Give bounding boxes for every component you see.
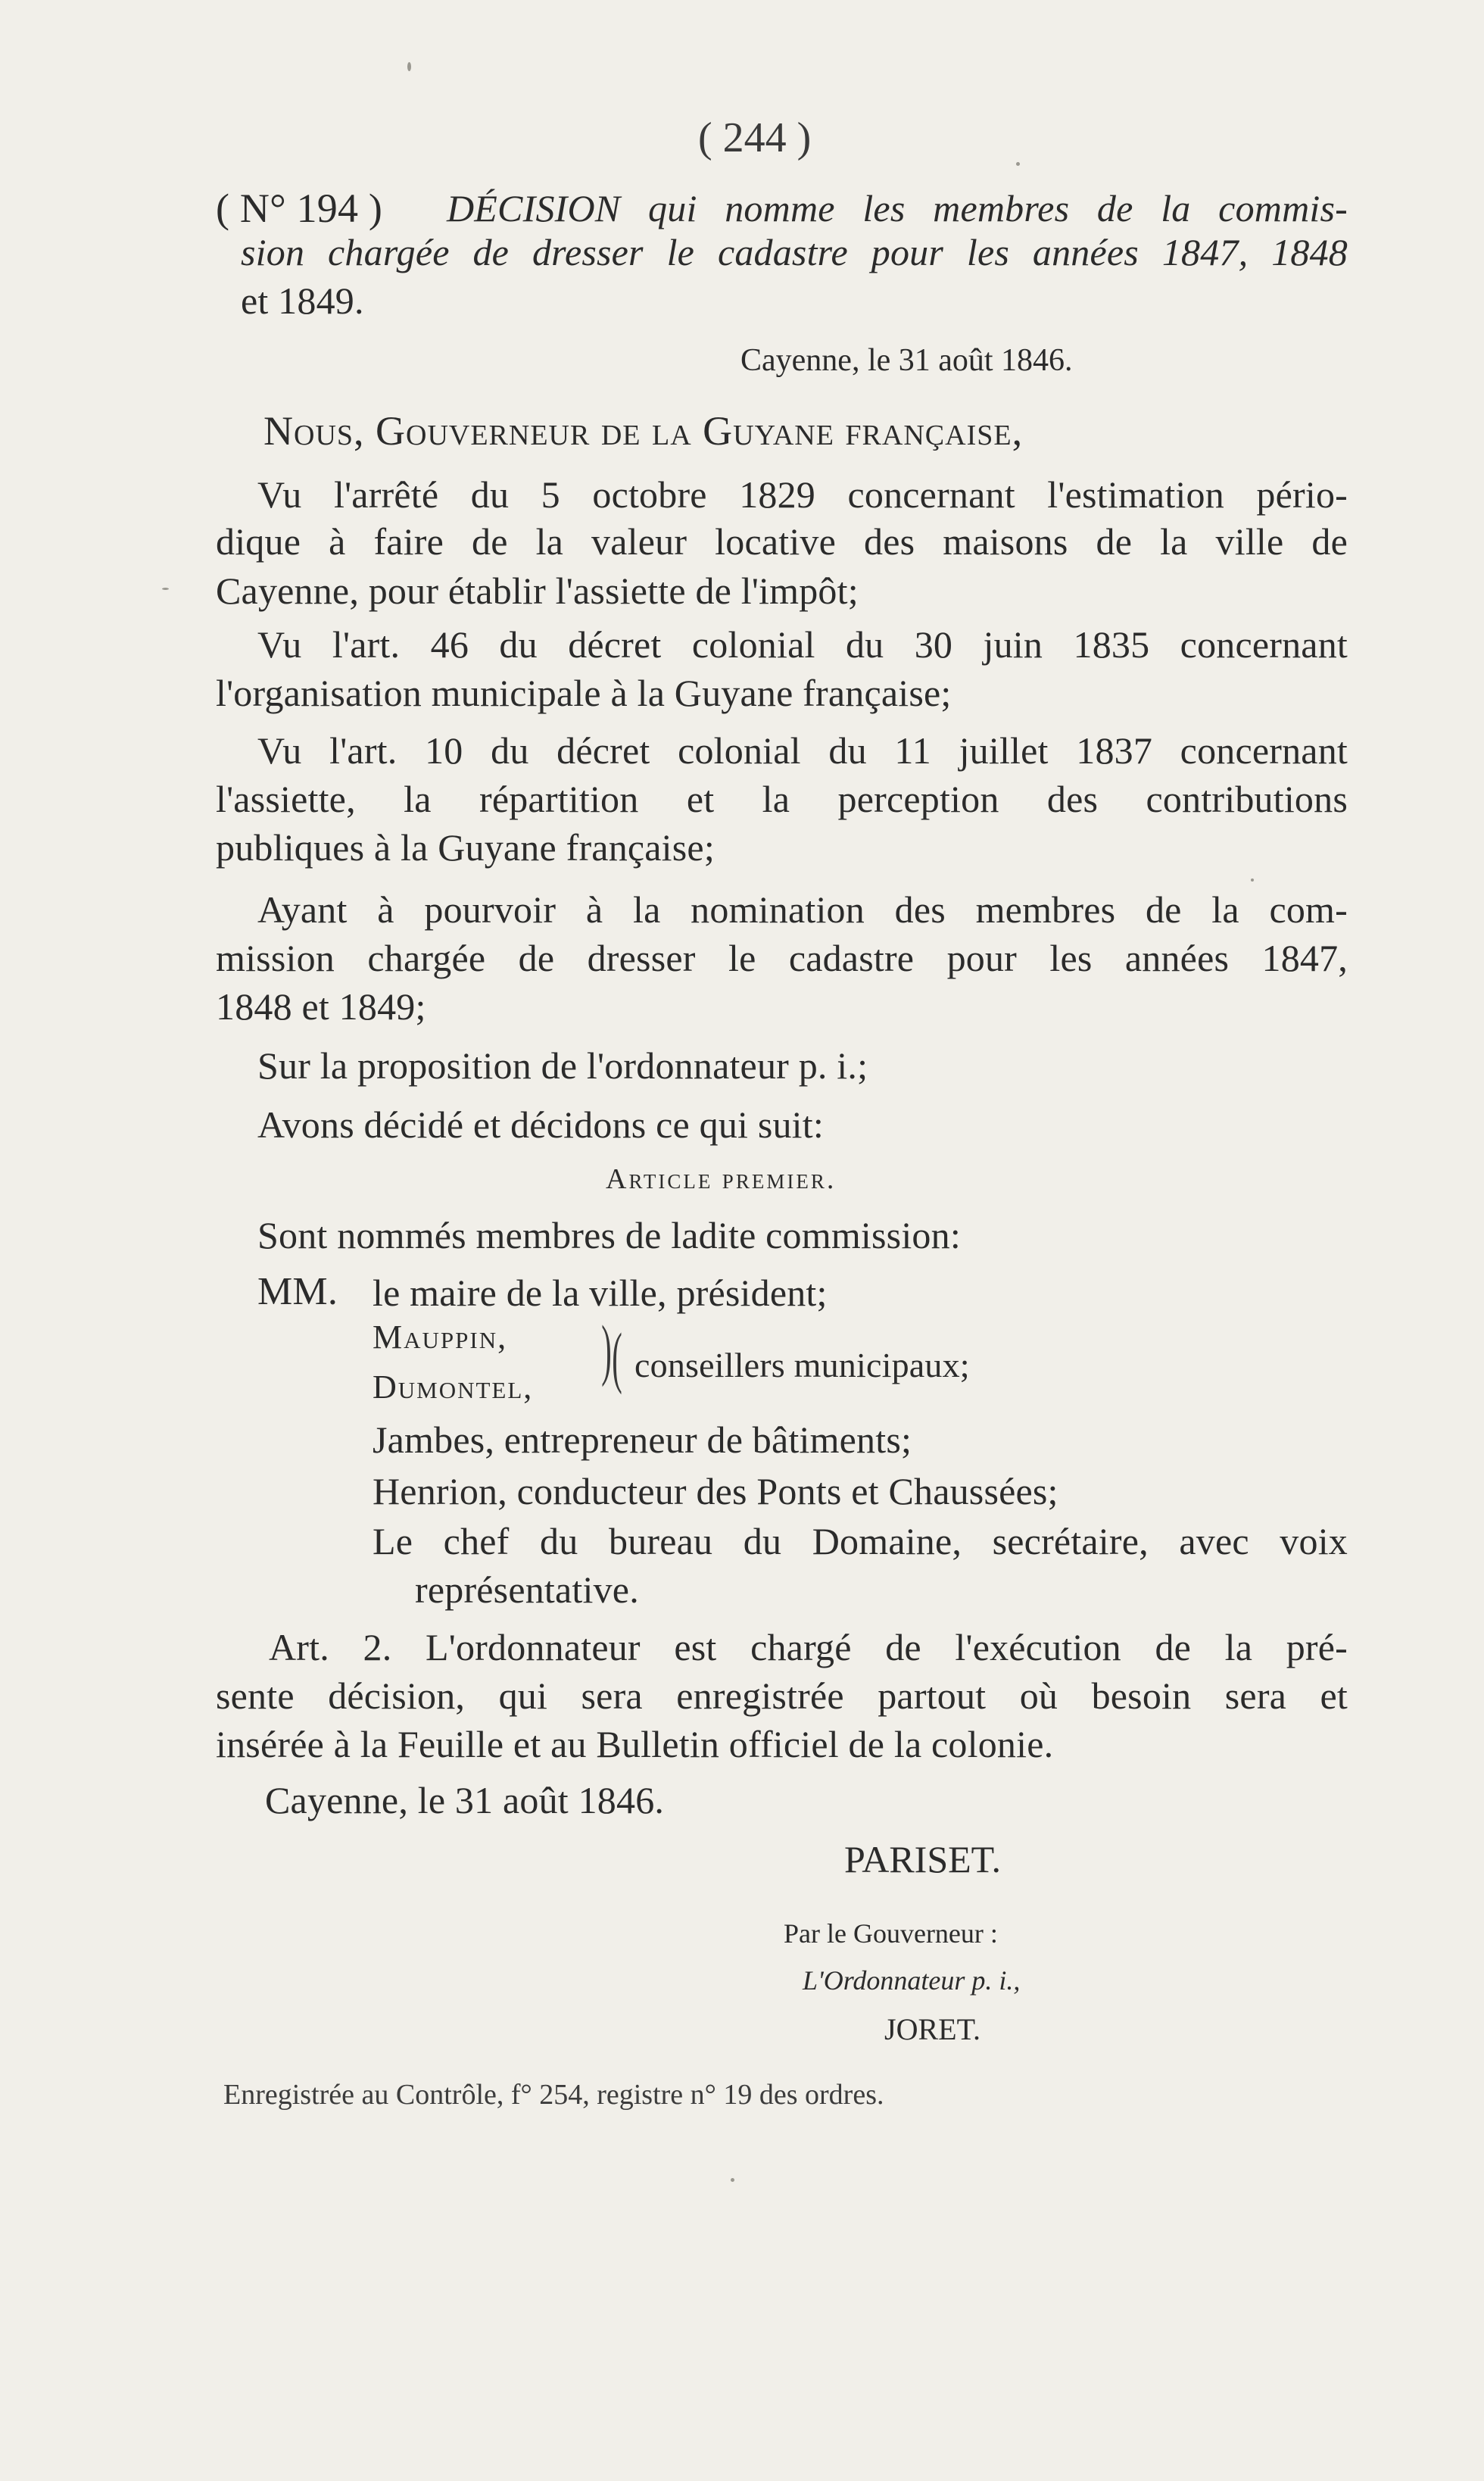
considerant-2-line-1: Vu l'art. 46 du décret colonial du 30 juin 1835 concernant bbox=[257, 623, 1348, 666]
considerant-4-line-1: Ayant à pourvoir à la nomination des membres de la com- bbox=[257, 888, 1348, 931]
brace-open: ( bbox=[612, 1320, 622, 1395]
mm-label: MM. bbox=[257, 1270, 338, 1313]
considerant-3-line-1: Vu l'art. 10 du décret colonial du 11 juillet 1837 concernant bbox=[257, 729, 1348, 772]
considerant-3-line-2: l'assiette, la répartition et la perception des contributions bbox=[216, 778, 1348, 820]
paper-speck bbox=[162, 588, 169, 590]
article-2-line-1: Art. 2. L'ordonnateur est chargé de l'exécution de la pré- bbox=[269, 1626, 1348, 1668]
page-number: ( 244 ) bbox=[698, 114, 812, 161]
president-line: le maire de la ville, président; bbox=[373, 1272, 828, 1314]
paper-speck bbox=[407, 62, 411, 71]
closing-date: Cayenne, le 31 août 1846. bbox=[265, 1779, 665, 1821]
article-2-line-2: sente décision, qui sera enregistrée partout où besoin sera et bbox=[216, 1674, 1348, 1717]
councillor-dumontel: Dumontel, bbox=[373, 1368, 534, 1406]
councillors-role: conseillers municipaux; bbox=[634, 1346, 970, 1384]
article-1-lead: Sont nommés membres de ladite commission: bbox=[257, 1214, 961, 1256]
article-2-line-3: insérée à la Feuille et au Bulletin officiel de la colonie. bbox=[216, 1723, 1054, 1765]
signature: PARISET. bbox=[844, 1838, 1002, 1880]
paper-speck bbox=[1016, 162, 1020, 166]
chef-line-2: représentative. bbox=[415, 1568, 639, 1611]
countersign-line-3: JORET. bbox=[884, 2012, 981, 2046]
considerant-4-line-2: mission chargée de dresser le cadastre pour les années 1847, bbox=[216, 937, 1348, 979]
considerant-4-line-3: 1848 et 1849; bbox=[216, 985, 426, 1028]
paper-speck bbox=[1251, 878, 1254, 882]
considerant-2-line-2: l'organisation municipale à la Guyane française; bbox=[216, 672, 952, 714]
decision-title-line-1: DÉCISION qui nomme les membres de la commis- bbox=[447, 187, 1348, 229]
considerant-1-line-3: Cayenne, pour établir l'assiette de l'impôt; bbox=[216, 570, 859, 612]
brace-close: ) bbox=[601, 1312, 612, 1387]
considerant-3-line-3: publiques à la Guyane française; bbox=[216, 826, 715, 869]
registration-line: Enregistrée au Contrôle, f° 254, registre n° 19 des ordres. bbox=[223, 2079, 884, 2111]
considerant-1-line-1: Vu l'arrêté du 5 octobre 1829 concernant l'estimation pério- bbox=[257, 473, 1348, 516]
considerant-1-line-2: dique à faire de la valeur locative des maisons de la ville de bbox=[216, 520, 1348, 563]
countersign-line-2: L'Ordonnateur p. i., bbox=[803, 1965, 1021, 1996]
article-1-title: Article premier. bbox=[606, 1163, 837, 1195]
decision-line: Avons décidé et décidons ce qui suit: bbox=[257, 1103, 824, 1146]
dateline: Cayenne, le 31 août 1846. bbox=[740, 343, 1073, 378]
considerant-5-line-1: Sur la proposition de l'ordonnateur p. i.; bbox=[257, 1044, 868, 1087]
chef-line-1: Le chef du bureau du Domaine, secrétaire, avec voix bbox=[373, 1520, 1348, 1562]
decision-title-line-2: sion chargée de dresser le cadastre pour les années 1847, 1848 bbox=[241, 231, 1348, 273]
jambes-line: Jambes, entrepreneur de bâtiments; bbox=[373, 1418, 912, 1461]
paper-speck bbox=[731, 2178, 734, 2182]
countersign-line-1: Par le Gouverneur : bbox=[784, 1918, 998, 1949]
decision-number: ( N° 194 ) bbox=[216, 186, 383, 231]
councillor-mauppin: Mauppin, bbox=[373, 1319, 508, 1356]
henrion-line: Henrion, conducteur des Ponts et Chaussées; bbox=[373, 1470, 1058, 1512]
decision-title-line-3: et 1849. bbox=[241, 279, 364, 322]
intro-line: Nous, Gouverneur de la Guyane française, bbox=[263, 408, 1024, 454]
